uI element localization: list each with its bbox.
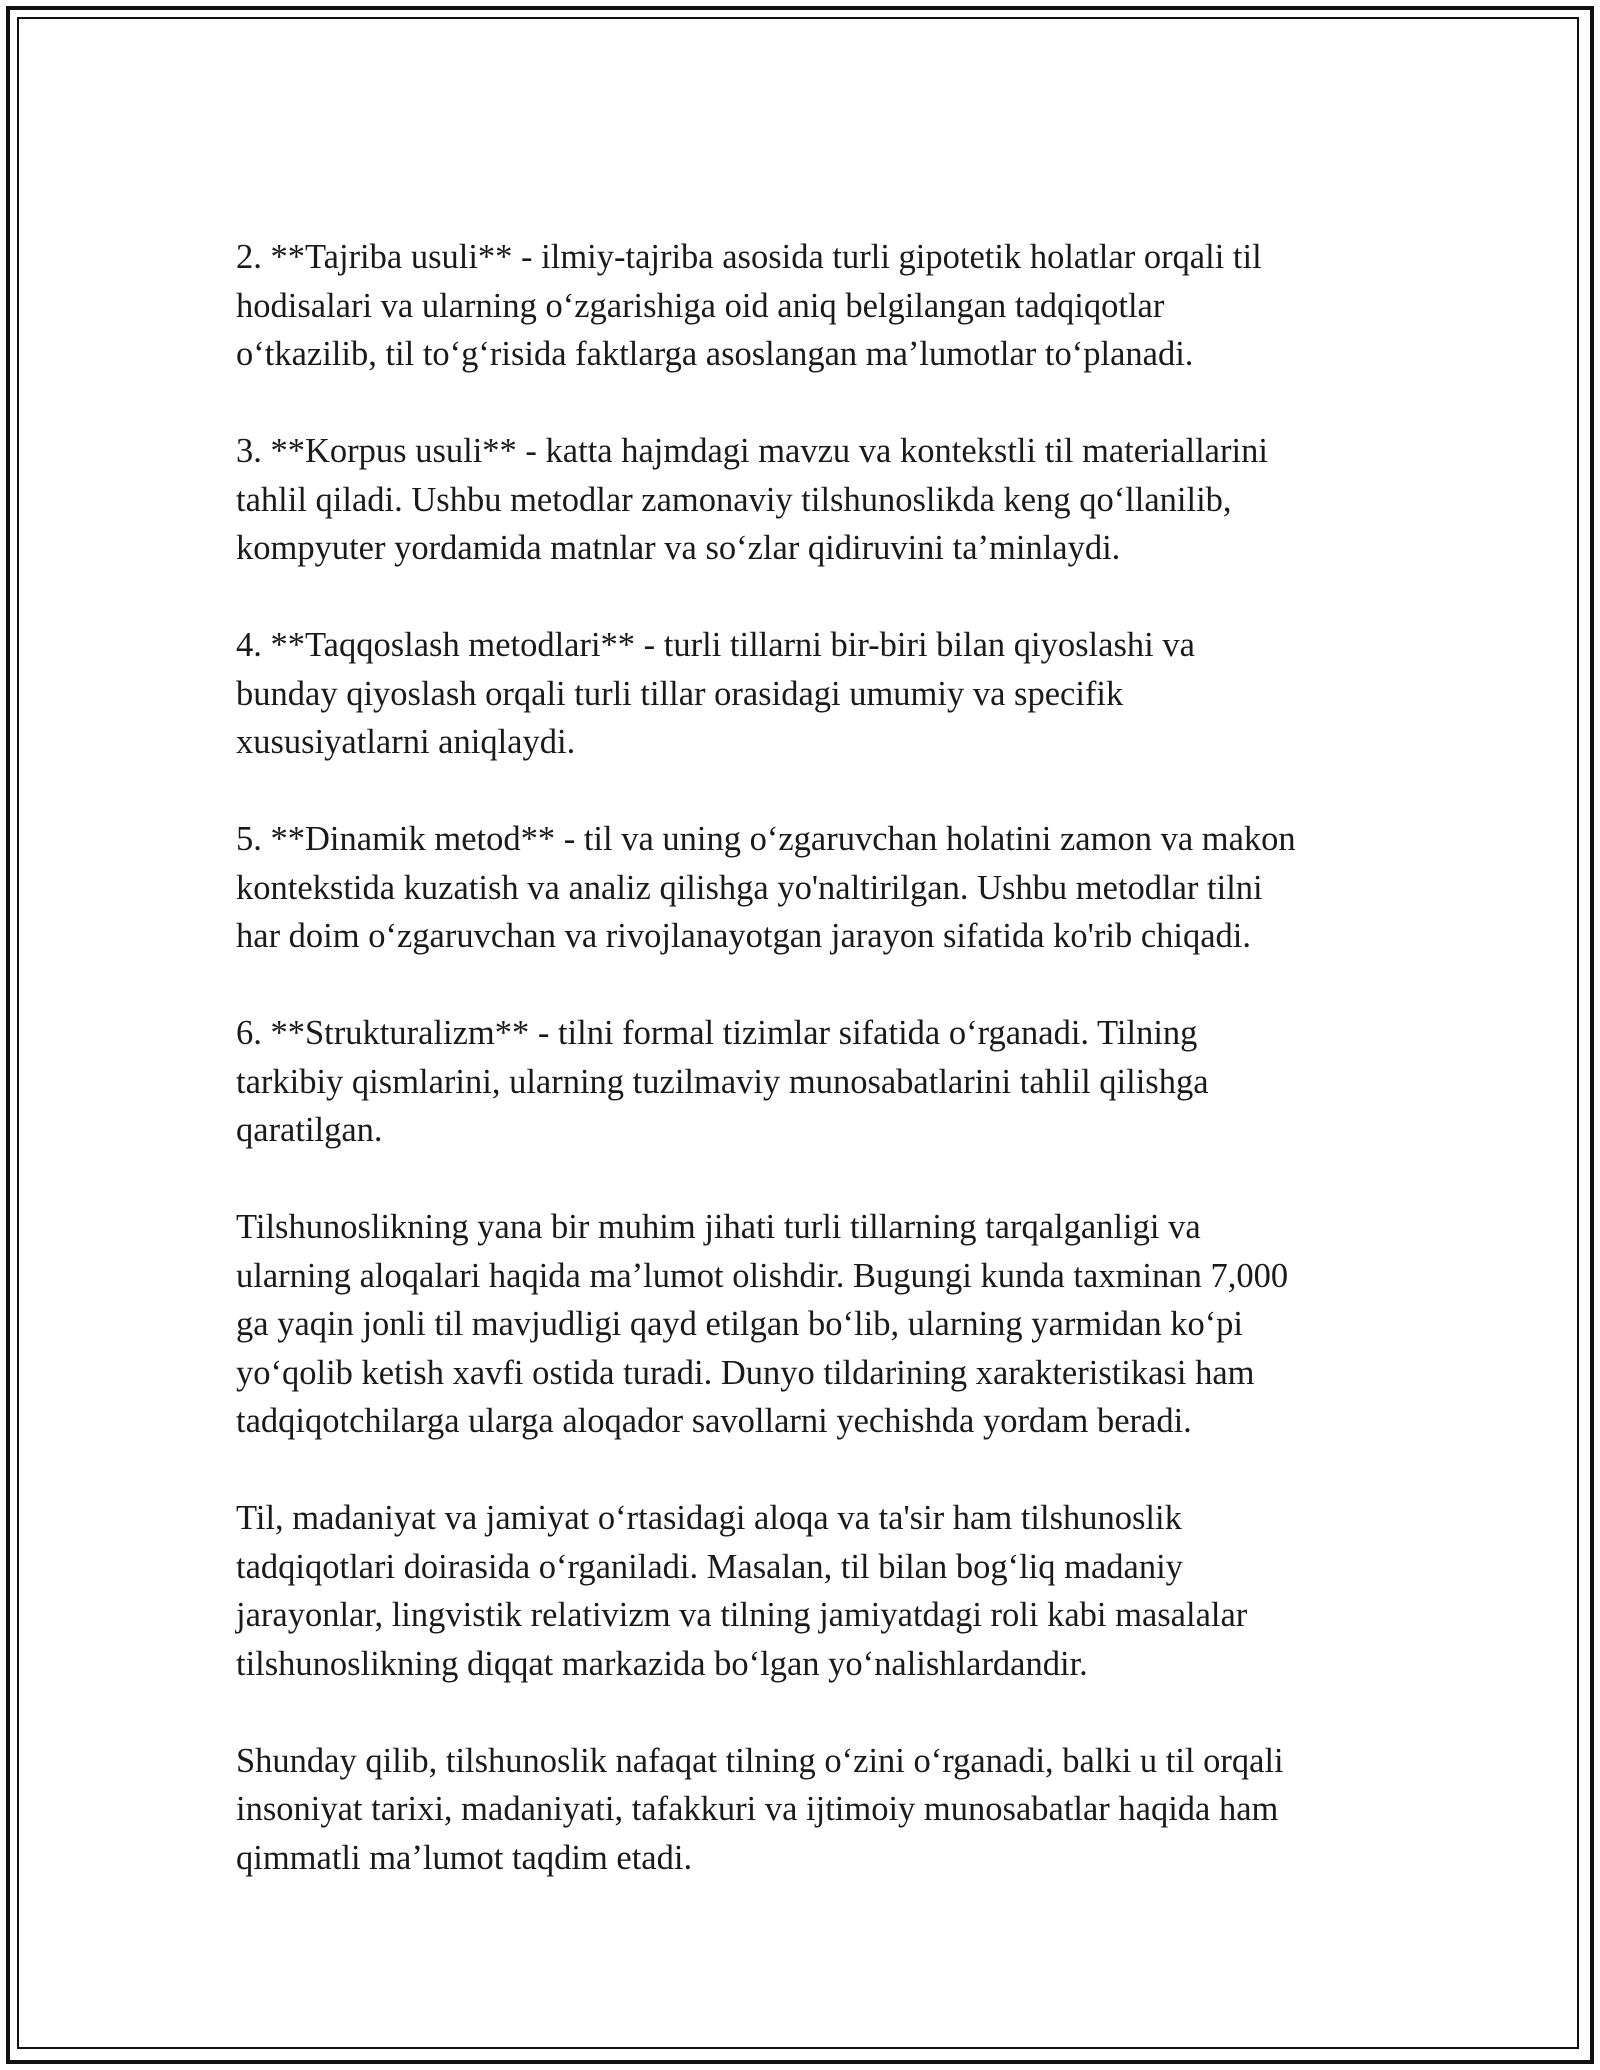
paragraph-taqqoslash-metodlari: 4. **Taqqoslash metodlari** - turli tillarni bir-biri bilan qiyoslashi va bunday qiyoslash orqali turli tillar orasidagi umumiy va specifik xususiyatlarni aniqlaydi. — [236, 626, 1195, 761]
paragraph-strukturalizm: 6. **Strukturalizm** - tilni formal tizimlar sifatida oʻrganadi. Tilning tarkibiy qismlarini, ularning tuzilmaviy munosabatlarini tahlil qilishga qaratilgan. — [236, 1014, 1209, 1149]
paragraph-korpus-usuli: 3. **Korpus usuli** - katta hajmdagi mavzu va kontekstli til materiallarini tahlil qiladi. Ushbu metodlar zamonaviy tilshunoslikda keng qoʻllanilib, kompyuter yordamida matnlar va soʻzlar qidiruvini taʼminlaydi. — [236, 432, 1268, 567]
document-body — [236, 233, 1386, 1931]
paragraph-tajriba-usuli: 2. **Tajriba usuli** - ilmiy-tajriba asosida turli gipotetik holatlar orqali til hodisalari va ularning oʻzgarishiga oid aniq belgilangan tadqiqotlar oʻtkazilib, til toʻgʻrisida faktlarga asoslangan maʼlumotlar toʻplanadi. — [236, 238, 1262, 373]
paragraph-tillar-tarqalganligi: Tilshunoslikning yana bir muhim jihati turli tillarning tarqalganligi va ularning aloqalari haqida maʼlumot olishdir. Bugungi kunda taxminan 7,000 ga yaqin jonli til mavjudligi qayd etilgan boʻlib, ularning yarmidan koʻpi yoʻqolib ketish xavfi ostida turadi. Dunyo tildarining xarakteristikasi ham tadqiqotchilarga ularga aloqador savollarni yechishda yordam beradi. — [236, 1208, 1289, 1440]
paragraph-til-madaniyat-jamiyat: Til, madaniyat va jamiyat oʻrtasidagi aloqa va ta'sir ham tilshunoslik tadqiqotlari doirasida oʻrganiladi. Masalan, til bilan bogʻliq madaniy jarayonlar, lingvistik relativizm va tilning jamiyatdagi roli kabi masalalar tilshunoslikning diqqat markazida boʻlgan yoʻnalishlardandir. — [236, 1499, 1248, 1683]
paragraph-dinamik-metod: 5. **Dinamik metod** - til va uning oʻzgaruvchan holatini zamon va makon kontekstida kuzatish va analiz qilishga yo'naltirilgan. Ushbu metodlar tilni har doim oʻzgaruvchan va rivojlanayotgan jarayon sifatida ko'rib chiqadi. — [236, 820, 1296, 955]
paragraph-xulosa: Shunday qilib, tilshunoslik nafaqat tilning oʻzini oʻrganadi, balki u til orqali insoniyat tarixi, madaniyati, tafakkuri va ijtimoiy munosabatlar haqida ham qimmatli maʼlumot taqdim etadi. — [236, 1741, 1284, 1877]
